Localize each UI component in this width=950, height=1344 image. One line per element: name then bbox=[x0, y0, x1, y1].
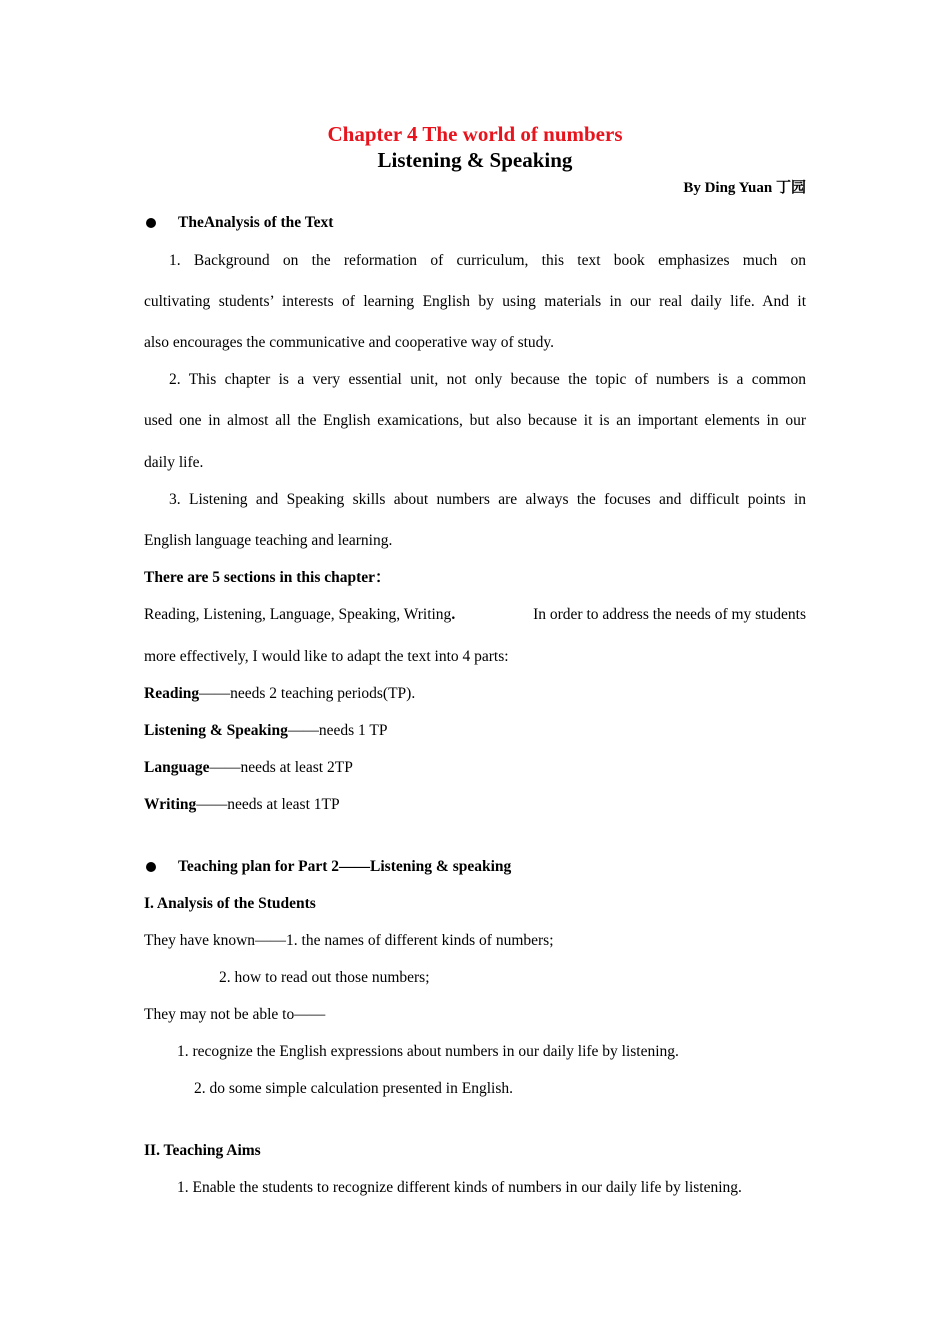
paragraph-3-line-1: 3. Listening and Speaking skills about numbers are always the focuses and difficult points in bbox=[169, 491, 806, 508]
analysis-students-heading: I. Analysis of the Students bbox=[144, 895, 316, 912]
chapter-title: Chapter 4 The world of numbers bbox=[327, 122, 623, 146]
not-able-item-2: 2. do some simple calculation presented in English. bbox=[194, 1080, 513, 1097]
part-language: Language——needs at least 2TP bbox=[144, 759, 353, 776]
paragraph-3-line-2: English language teaching and learning. bbox=[144, 532, 393, 549]
paragraph-1-line-3: also encourages the communicative and cooperative way of study. bbox=[144, 334, 555, 351]
part-reading: Reading——needs 2 teaching periods(TP). bbox=[144, 685, 416, 702]
teaching-aims-heading: II. Teaching Aims bbox=[144, 1142, 261, 1159]
known-line-2: 2. how to read out those numbers; bbox=[219, 969, 430, 986]
bullet-icon bbox=[146, 218, 156, 228]
not-able-item-1: 1. recognize the English expressions about numbers in our daily life by listening. bbox=[177, 1043, 679, 1060]
paragraph-1-line-1: 1. Background on the reformation of curriculum, this text book emphasizes much on bbox=[169, 252, 806, 269]
paragraph-1-line-2: cultivating students’ interests of learning English by using materials in our real daily life. And it bbox=[144, 293, 806, 310]
not-able-line: They may not be able to—— bbox=[144, 1006, 326, 1023]
sections-heading: There are 5 sections in this chapter： bbox=[144, 569, 391, 586]
aim-item-1: 1. Enable the students to recognize different kinds of numbers in our daily life by listening. bbox=[177, 1179, 742, 1196]
known-line-1: They have known——1. the names of different kinds of numbers; bbox=[144, 932, 554, 949]
paragraph-2-line-2: used one in almost all the English examications, but also because it is an important elements in our bbox=[144, 412, 806, 429]
bullet-icon bbox=[146, 862, 156, 872]
sections-line-1 bbox=[144, 605, 806, 625]
sections-line-2: more effectively, I would like to adapt the text into 4 parts: bbox=[144, 648, 509, 665]
part-listening-speaking: Listening & Speaking——needs 1 TP bbox=[144, 722, 388, 739]
paragraph-2-line-3: daily life. bbox=[144, 454, 204, 471]
sections-needs-text: In order to address the needs of my students bbox=[529, 606, 806, 623]
paragraph-2-line-1: 2. This chapter is a very essential unit, not only because the topic of numbers is a common bbox=[169, 371, 806, 388]
sections-list-text: Reading, Listening, Language, Speaking, Writing. bbox=[144, 606, 456, 623]
part-writing: Writing——needs at least 1TP bbox=[144, 796, 340, 813]
chapter-subtitle: Listening & Speaking bbox=[377, 148, 573, 172]
author-line: By Ding Yuan 丁园 bbox=[683, 180, 806, 196]
